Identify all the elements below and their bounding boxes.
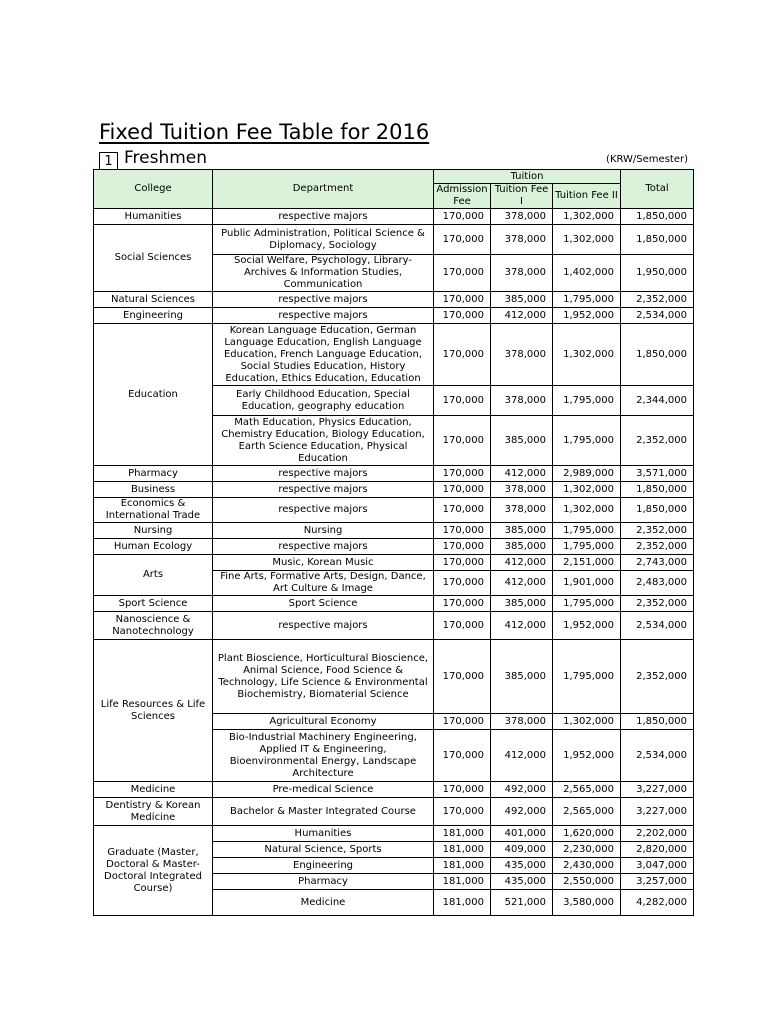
department-cell: Medicine — [213, 890, 434, 916]
tuition-fee-1-cell: 412,000 — [491, 555, 553, 571]
department-cell: Bio-Industrial Machinery Engineering, Applied IT & Engineering, Bioenvironmental Energy, Landscape Architecture — [213, 730, 434, 782]
college-cell: Nanoscience & Nanotechnology — [94, 612, 213, 640]
admission-fee-cell: 170,000 — [434, 640, 491, 714]
tuition-fee-1-cell: 412,000 — [491, 730, 553, 782]
admission-fee-cell: 181,000 — [434, 826, 491, 842]
college-cell: Arts — [94, 555, 213, 596]
department-cell: Sport Science — [213, 596, 434, 612]
total-cell: 2,352,000 — [621, 292, 694, 308]
department-cell: Natural Science, Sports — [213, 842, 434, 858]
tuition-fee-2-cell: 2,151,000 — [553, 555, 621, 571]
tuition-fee-1-cell: 378,000 — [491, 209, 553, 225]
college-cell: Engineering — [94, 308, 213, 324]
tuition-fee-2-cell: 2,989,000 — [553, 466, 621, 482]
table-row — [94, 798, 694, 826]
tuition-fee-1-cell: 412,000 — [491, 612, 553, 640]
tuition-fee-1-cell: 412,000 — [491, 571, 553, 596]
college-cell: Human Ecology — [94, 539, 213, 555]
department-cell: Plant Bioscience, Horticultural Bioscience, Animal Science, Food Science & Technology, Life Science & Environmental Biochemistry, Biomaterial Science — [213, 640, 434, 714]
admission-fee-cell: 170,000 — [434, 523, 491, 539]
tuition-fee-1-cell: 378,000 — [491, 498, 553, 523]
admission-fee-cell: 181,000 — [434, 890, 491, 916]
admission-fee-cell: 170,000 — [434, 798, 491, 826]
tuition-fee-1-cell: 378,000 — [491, 255, 553, 292]
tuition-fee-1-cell: 378,000 — [491, 225, 553, 255]
admission-fee-cell: 170,000 — [434, 498, 491, 523]
header-tuition-fee-2: Tuition Fee II — [553, 184, 621, 209]
table-row — [94, 292, 694, 308]
tuition-fee-1-cell: 412,000 — [491, 308, 553, 324]
unit-note: (KRW/Semester) — [606, 154, 688, 165]
admission-fee-cell: 170,000 — [434, 782, 491, 798]
tuition-fee-1-cell: 435,000 — [491, 858, 553, 874]
admission-fee-cell: 170,000 — [434, 209, 491, 225]
total-cell: 4,282,000 — [621, 890, 694, 916]
tuition-fee-2-cell: 1,620,000 — [553, 826, 621, 842]
tuition-fee-2-cell: 2,230,000 — [553, 842, 621, 858]
total-cell: 3,257,000 — [621, 874, 694, 890]
department-cell: respective majors — [213, 482, 434, 498]
tuition-fee-2-cell: 1,302,000 — [553, 324, 621, 386]
admission-fee-cell: 181,000 — [434, 858, 491, 874]
total-cell: 1,850,000 — [621, 714, 694, 730]
table-row — [94, 225, 694, 255]
tuition-fee-1-cell: 385,000 — [491, 416, 553, 466]
table-row — [94, 466, 694, 482]
college-cell: Natural Sciences — [94, 292, 213, 308]
total-cell: 3,227,000 — [621, 798, 694, 826]
college-cell: Business — [94, 482, 213, 498]
tuition-fee-2-cell: 2,565,000 — [553, 798, 621, 826]
table-row — [94, 523, 694, 539]
tuition-fee-2-cell: 1,795,000 — [553, 539, 621, 555]
tuition-fee-2-cell: 1,952,000 — [553, 308, 621, 324]
tuition-fee-2-cell: 1,302,000 — [553, 209, 621, 225]
tuition-fee-2-cell: 2,550,000 — [553, 874, 621, 890]
college-cell: Sport Science — [94, 596, 213, 612]
total-cell: 2,534,000 — [621, 308, 694, 324]
total-cell: 1,850,000 — [621, 225, 694, 255]
tuition-fee-2-cell: 3,580,000 — [553, 890, 621, 916]
tuition-fee-1-cell: 378,000 — [491, 324, 553, 386]
tuition-fee-2-cell: 1,302,000 — [553, 225, 621, 255]
college-cell: Medicine — [94, 782, 213, 798]
department-cell: Engineering — [213, 858, 434, 874]
tuition-fee-2-cell: 1,952,000 — [553, 612, 621, 640]
tuition-fee-2-cell: 1,302,000 — [553, 482, 621, 498]
department-cell: Pre-medical Science — [213, 782, 434, 798]
tuition-fee-1-cell: 385,000 — [491, 640, 553, 714]
tuition-fee-table — [93, 169, 694, 916]
table-row — [94, 209, 694, 225]
admission-fee-cell: 170,000 — [434, 730, 491, 782]
tuition-fee-1-cell: 378,000 — [491, 482, 553, 498]
header-college: College — [94, 170, 213, 209]
tuition-fee-2-cell: 2,565,000 — [553, 782, 621, 798]
table-row — [94, 596, 694, 612]
tuition-fee-1-cell: 409,000 — [491, 842, 553, 858]
tuition-fee-1-cell: 378,000 — [491, 386, 553, 416]
department-cell: Early Childhood Education, Special Education, geography education — [213, 386, 434, 416]
admission-fee-cell: 170,000 — [434, 555, 491, 571]
tuition-fee-2-cell: 1,795,000 — [553, 523, 621, 539]
tuition-fee-1-cell: 435,000 — [491, 874, 553, 890]
total-cell: 2,352,000 — [621, 539, 694, 555]
tuition-fee-2-cell: 1,402,000 — [553, 255, 621, 292]
department-cell: Humanities — [213, 826, 434, 842]
tuition-fee-1-cell: 385,000 — [491, 539, 553, 555]
tuition-fee-2-cell: 1,795,000 — [553, 292, 621, 308]
table-row — [94, 612, 694, 640]
tuition-fee-1-cell: 385,000 — [491, 523, 553, 539]
admission-fee-cell: 170,000 — [434, 386, 491, 416]
department-cell: Public Administration, Political Science & Diplomacy, Sociology — [213, 225, 434, 255]
table-row — [94, 782, 694, 798]
department-cell: respective majors — [213, 308, 434, 324]
department-cell: respective majors — [213, 539, 434, 555]
total-cell: 3,047,000 — [621, 858, 694, 874]
total-cell: 1,850,000 — [621, 209, 694, 225]
department-cell: respective majors — [213, 209, 434, 225]
department-cell: Social Welfare, Psychology, Library-Archives & Information Studies, Communication — [213, 255, 434, 292]
tuition-fee-2-cell: 1,795,000 — [553, 596, 621, 612]
tuition-fee-1-cell: 521,000 — [491, 890, 553, 916]
admission-fee-cell: 170,000 — [434, 255, 491, 292]
tuition-fee-1-cell: 492,000 — [491, 782, 553, 798]
section-heading — [99, 148, 207, 171]
college-cell: Humanities — [94, 209, 213, 225]
tuition-fee-2-cell: 2,430,000 — [553, 858, 621, 874]
college-cell: Social Sciences — [94, 225, 213, 292]
table-row — [94, 555, 694, 571]
header-tuition: Tuition — [434, 170, 621, 184]
department-cell: Pharmacy — [213, 874, 434, 890]
total-cell: 2,743,000 — [621, 555, 694, 571]
total-cell: 1,850,000 — [621, 498, 694, 523]
table-row — [94, 324, 694, 386]
table-row — [94, 498, 694, 523]
college-cell: Economics & International Trade — [94, 498, 213, 523]
tuition-fee-1-cell: 412,000 — [491, 466, 553, 482]
tuition-fee-1-cell: 378,000 — [491, 714, 553, 730]
total-cell: 2,202,000 — [621, 826, 694, 842]
tuition-fee-1-cell: 401,000 — [491, 826, 553, 842]
tuition-fee-2-cell: 1,795,000 — [553, 386, 621, 416]
total-cell: 3,227,000 — [621, 782, 694, 798]
tuition-fee-2-cell: 1,952,000 — [553, 730, 621, 782]
total-cell: 3,571,000 — [621, 466, 694, 482]
tuition-fee-2-cell: 1,901,000 — [553, 571, 621, 596]
college-cell: Graduate (Master, Doctoral & Master-Doctoral Integrated Course) — [94, 826, 213, 916]
department-cell: respective majors — [213, 612, 434, 640]
table-row — [94, 539, 694, 555]
department-cell: respective majors — [213, 292, 434, 308]
college-cell: Education — [94, 324, 213, 466]
department-cell: Bachelor & Master Integrated Course — [213, 798, 434, 826]
department-cell: Music, Korean Music — [213, 555, 434, 571]
tuition-fee-1-cell: 385,000 — [491, 596, 553, 612]
admission-fee-cell: 181,000 — [434, 874, 491, 890]
page-title: Fixed Tuition Fee Table for 2016 — [99, 120, 430, 144]
total-cell: 2,352,000 — [621, 523, 694, 539]
table-row — [94, 826, 694, 842]
admission-fee-cell: 170,000 — [434, 416, 491, 466]
college-cell: Life Resources & Life Sciences — [94, 640, 213, 782]
college-cell: Nursing — [94, 523, 213, 539]
total-cell: 1,950,000 — [621, 255, 694, 292]
admission-fee-cell: 181,000 — [434, 842, 491, 858]
department-cell: Math Education, Physics Education, Chemistry Education, Biology Education, Earth Science Education, Physical Education — [213, 416, 434, 466]
college-cell: Dentistry & Korean Medicine — [94, 798, 213, 826]
department-cell: Agricultural Economy — [213, 714, 434, 730]
department-cell: Korean Language Education, German Language Education, English Language Education, French Language Education, Social Studies Education, History Education, Ethics Education, Education — [213, 324, 434, 386]
total-cell: 2,483,000 — [621, 571, 694, 596]
admission-fee-cell: 170,000 — [434, 539, 491, 555]
total-cell: 2,534,000 — [621, 612, 694, 640]
admission-fee-cell: 170,000 — [434, 714, 491, 730]
tuition-fee-2-cell: 1,302,000 — [553, 714, 621, 730]
header-tuition-fee-1: Tuition Fee I — [491, 184, 553, 209]
admission-fee-cell: 170,000 — [434, 596, 491, 612]
total-cell: 2,344,000 — [621, 386, 694, 416]
admission-fee-cell: 170,000 — [434, 482, 491, 498]
admission-fee-cell: 170,000 — [434, 292, 491, 308]
table-row — [94, 308, 694, 324]
tuition-fee-2-cell: 1,302,000 — [553, 498, 621, 523]
table-row — [94, 640, 694, 714]
department-cell: Nursing — [213, 523, 434, 539]
tuition-fee-1-cell: 492,000 — [491, 798, 553, 826]
total-cell: 1,850,000 — [621, 324, 694, 386]
header-department: Department — [213, 170, 434, 209]
admission-fee-cell: 170,000 — [434, 571, 491, 596]
total-cell: 1,850,000 — [621, 482, 694, 498]
total-cell: 2,352,000 — [621, 416, 694, 466]
department-cell: respective majors — [213, 466, 434, 482]
admission-fee-cell: 170,000 — [434, 324, 491, 386]
tuition-fee-1-cell: 385,000 — [491, 292, 553, 308]
admission-fee-cell: 170,000 — [434, 612, 491, 640]
admission-fee-cell: 170,000 — [434, 308, 491, 324]
admission-fee-cell: 170,000 — [434, 466, 491, 482]
total-cell: 2,534,000 — [621, 730, 694, 782]
admission-fee-cell: 170,000 — [434, 225, 491, 255]
department-cell: respective majors — [213, 498, 434, 523]
total-cell: 2,820,000 — [621, 842, 694, 858]
college-cell: Pharmacy — [94, 466, 213, 482]
total-cell: 2,352,000 — [621, 596, 694, 612]
section-number: 1 — [99, 152, 118, 171]
tuition-fee-2-cell: 1,795,000 — [553, 640, 621, 714]
header-total: Total — [621, 170, 694, 209]
section-label: Freshmen — [124, 148, 208, 168]
total-cell: 2,352,000 — [621, 640, 694, 714]
department-cell: Fine Arts, Formative Arts, Design, Dance, Art Culture & Image — [213, 571, 434, 596]
table-row — [94, 482, 694, 498]
tuition-fee-2-cell: 1,795,000 — [553, 416, 621, 466]
header-admission-fee: Admission Fee — [434, 184, 491, 209]
